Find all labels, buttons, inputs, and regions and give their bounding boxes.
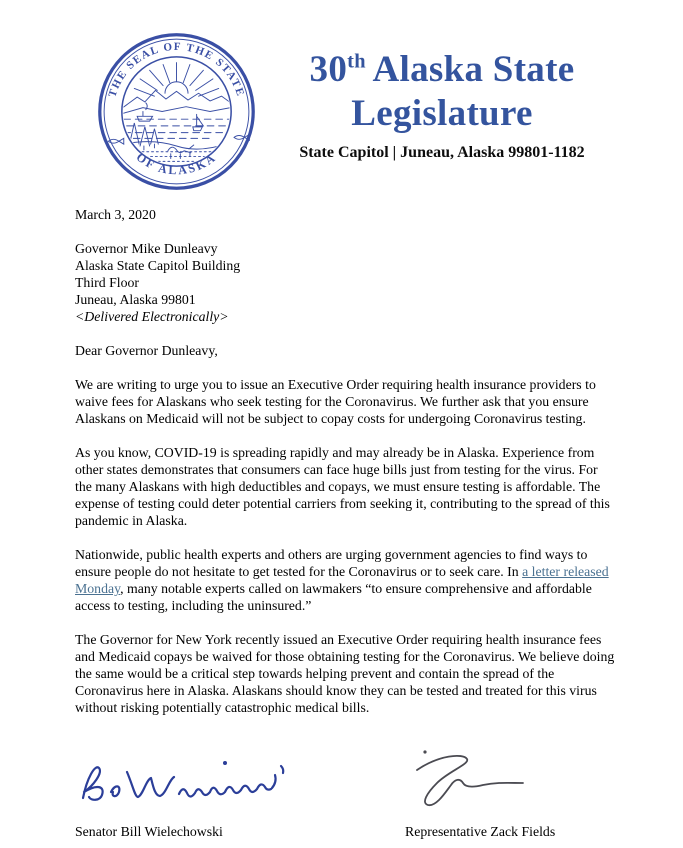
state-seal-graphic (95, 30, 258, 193)
signature-block (75, 742, 683, 840)
seal-text-bottom: OF ALASKA (133, 149, 220, 178)
recipient-floor: Third Floor (75, 275, 139, 290)
signer-name-left: Senator Bill Wielechowski (75, 824, 223, 839)
signature-column-right (405, 742, 635, 840)
letter-released-monday-link[interactable]: a letter released Monday (75, 564, 609, 596)
bill-wielechowski-signature-icon (75, 752, 295, 814)
capitol-address: State Capitol | Juneau, Alaska 99801-1182 (299, 144, 585, 162)
recipient-name: Governor Mike Dunleavy (75, 241, 218, 256)
zack-fields-signature-icon (405, 742, 535, 814)
paragraph-4: The Governor for New York recently issued an Executive Order requiring health insurance fees and Medicaid copays be waived for those obtaining testing for the Coronavirus. We believe doing the same would be a critical step towards helping prevent and contain the spread of the Coronavirus here in Alaska. Alaskans should know they can be tested and treated for this virus without risking potentially catastrophic medical bills. (75, 632, 615, 715)
paragraph-1: We are writing to urge you to issue an Executive Order requiring health insurance providers to waive fees for Alaskans who seek testing for the Coronavirus. We further ask that you ensure Alaskans on Medicaid will not be subject to copay costs for undergoing Coronavirus testing. (75, 377, 596, 426)
recipient-city: Juneau, Alaska 99801 (75, 292, 196, 307)
alaska-state-seal-icon (95, 30, 258, 193)
paragraph-3 (75, 546, 615, 614)
recipient-building: Alaska State Capitol Building (75, 258, 241, 273)
paragraph-2: As you know, COVID-19 is spreading rapidly and may already be in Alaska. Experience from other states demonstrates that consumers can face huge bills just from testing for the virus. For the many Alaskans with high deductibles and copays, we must ensure testing is affordable. The expense of testing could deter potential carriers from seeking it, contributing to the spread of this pandemic in Alaska. (75, 445, 610, 528)
recipient-address (75, 240, 615, 325)
signer-name-right: Representative Zack Fields (405, 824, 556, 839)
signature-column-left (75, 752, 405, 840)
salutation: Dear Governor Dunleavy, (75, 343, 218, 358)
title-rest: Alaska State (372, 49, 575, 90)
seal-landscape-scene (123, 63, 232, 162)
legislature-title (272, 48, 612, 135)
paragraph-3-before-link: Nationwide, public health experts and others are urging government agencies to find ways to ensure people do not hesitate to get tested for the Coronavirus or to seek care. In (75, 547, 588, 579)
title-line2: Legislature (351, 92, 533, 134)
letterhead-text (272, 30, 612, 162)
svg-text:OF ALASKA (134, 150, 220, 178)
letter-date: March 3, 2020 (75, 207, 156, 222)
letter-body (75, 206, 615, 716)
letterhead (0, 0, 683, 193)
delivery-note: <Delivered Electronically> (75, 309, 229, 324)
title-ordinal: th (347, 50, 366, 73)
seal-text-top: THE SEAL OF THE STATE (106, 40, 247, 99)
title-number: 30 (309, 49, 348, 90)
paragraph-3-after-link: , many notable experts called on lawmakers “to ensure comprehensive and affordable access to testing, including the uninsured.” (75, 581, 592, 613)
